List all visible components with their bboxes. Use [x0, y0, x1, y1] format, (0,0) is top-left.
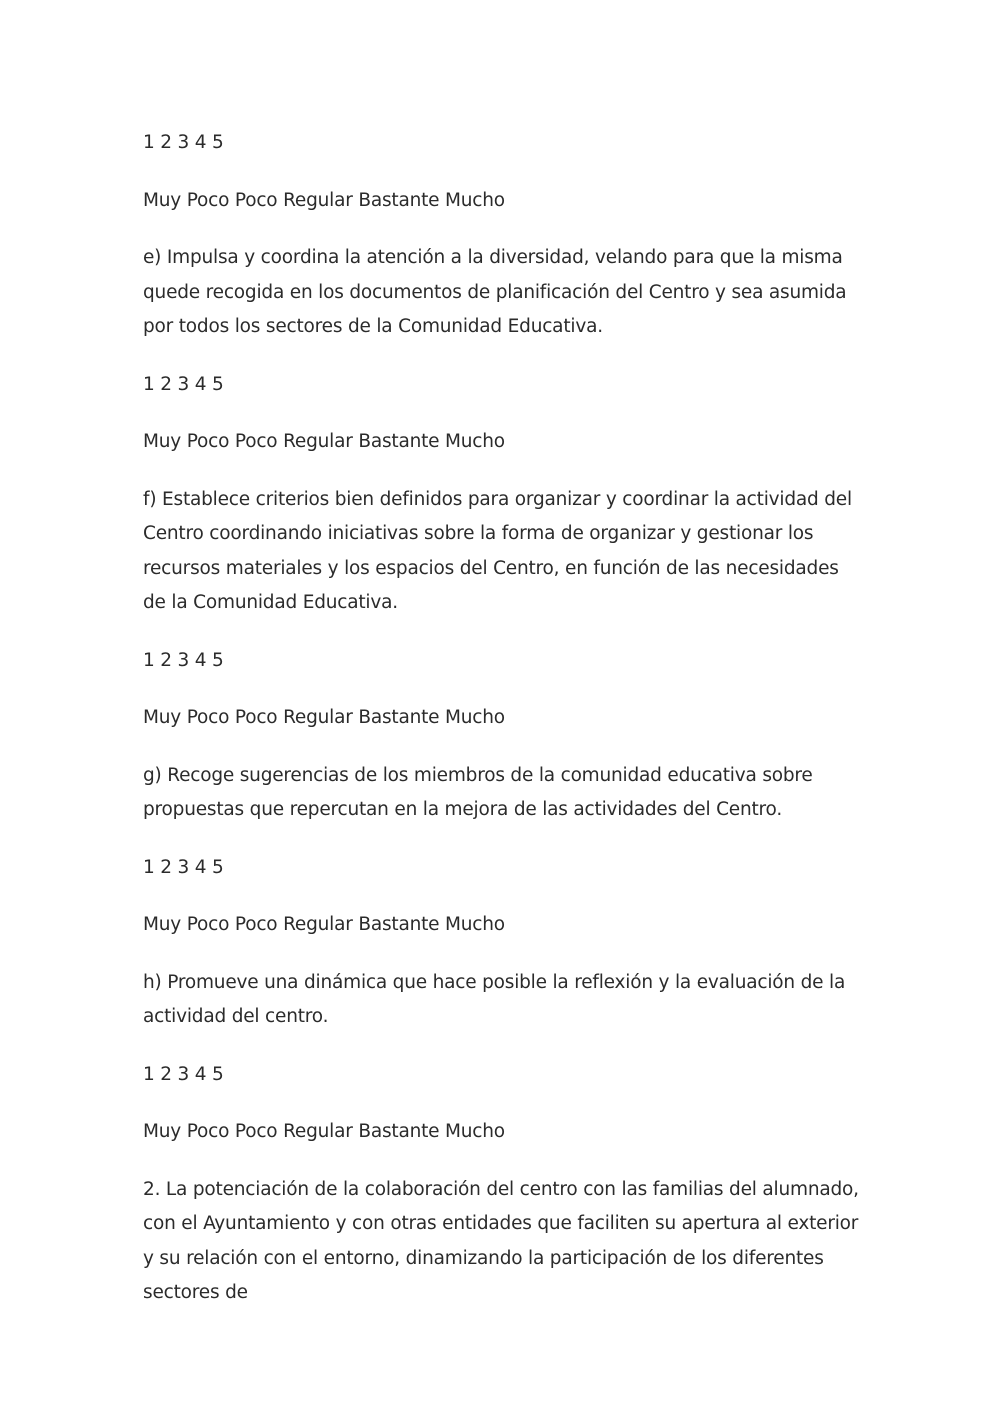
item-f-paragraph: f) Establece criterios bien definidos para organizar y coordinar la actividad del Centro coordinando iniciativas sobre la forma de organizar y gestionar los recursos materiales y los espacios del Centro, en función de las necesidades de la Comunidad Educativa. [143, 488, 852, 613]
rating-scale-labels: Muy Poco Poco Regular Bastante Mucho [143, 707, 505, 728]
rating-scale-numbers: 1 2 3 4 5 [143, 132, 224, 153]
rating-scale-numbers: 1 2 3 4 5 [143, 373, 224, 395]
rating-scale-labels: Muy Poco Poco Regular Bastante Mucho [143, 1121, 505, 1142]
item-g-paragraph: g) Recoge sugerencias de los miembros de la comunidad educativa sobre propuestas que repercutan en la mejora de las actividades del Centro. [143, 764, 813, 820]
rating-scale-numbers: 1 2 3 4 5 [143, 649, 224, 671]
section-2-paragraph: 2. La potenciación de la colaboración del centro con las familias del alumnado, con el Ayuntamiento y con otras entidades que faciliten su apertura al exterior y su relación con el entorno, dinamizando la participación de los diferentes sectores de [143, 1178, 859, 1303]
rating-scale-numbers: 1 2 3 4 5 [143, 856, 224, 878]
rating-scale-labels: Muy Poco Poco Regular Bastante Mucho [143, 431, 505, 452]
rating-scale-numbers: 1 2 3 4 5 [143, 1063, 224, 1085]
item-h-paragraph: h) Promueve una dinámica que hace posible la reflexión y la evaluación de la actividad del centro. [143, 971, 846, 1027]
document-body [143, 126, 863, 1334]
item-e-paragraph: e) Impulsa y coordina la atención a la diversidad, velando para que la misma quede recogida en los documentos de planificación del Centro y sea asumida por todos los sectores de la Comunidad Educativa. [143, 247, 847, 337]
rating-scale-labels: Muy Poco Poco Regular Bastante Mucho [143, 189, 505, 211]
rating-scale-labels: Muy Poco Poco Regular Bastante Mucho [143, 914, 505, 935]
